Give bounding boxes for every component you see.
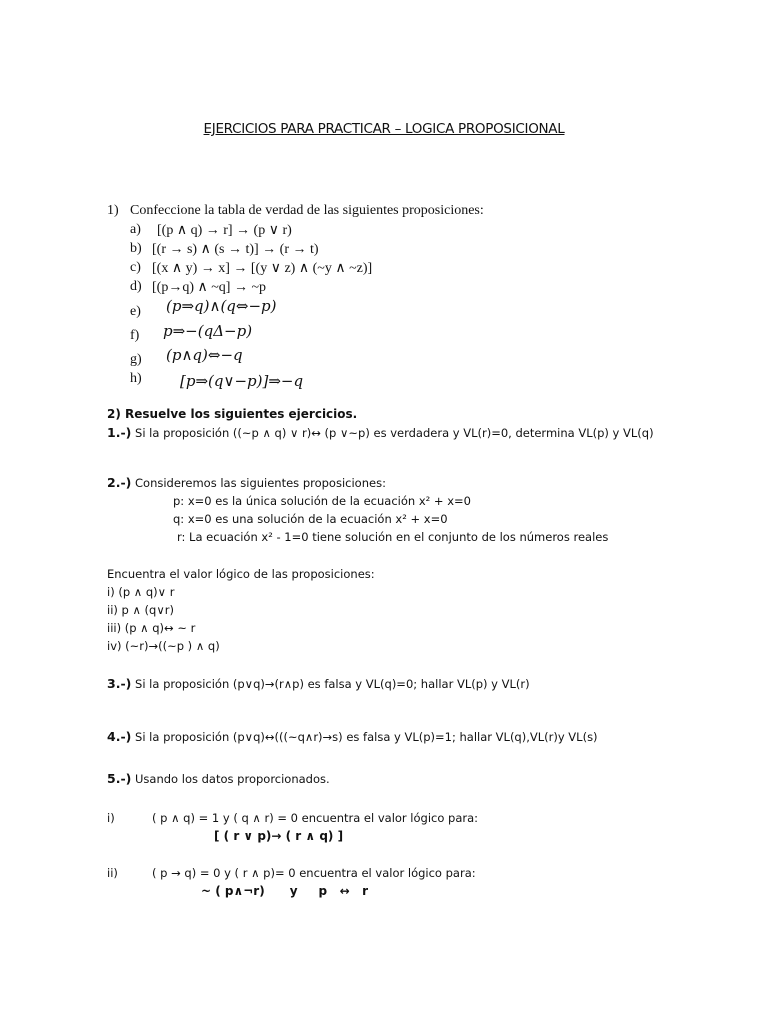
exercise-5-number: 5.-) [107, 771, 132, 786]
item-label-a: a) [130, 222, 141, 237]
subitem-i: i) (p ∧ q)∨ r [107, 585, 175, 599]
item-d-formula: [(p→q) ∧ ~q] → ~p [152, 280, 267, 295]
item-h-formula: [p⇒(q∨−p)]⇒−q [180, 372, 304, 390]
item-label-c: c) [130, 260, 141, 275]
exercise-5-ii-formula: ~ ( p∧¬r) y p ↔ r [201, 884, 369, 898]
exercise-3-number: 3.-) [107, 676, 132, 691]
item-label-g: g) [130, 352, 142, 367]
exercise-3 [107, 676, 530, 691]
proposition-q: q: x=0 es una solución de la ecuación x² + x=0 [173, 512, 448, 526]
subitem-iv: iv) (~r)→((~p ) ∧ q) [107, 639, 220, 653]
item-g-formula: (p∧q)⇔−q [166, 346, 243, 364]
subitem-iii: iii) (p ∧ q)↔ ~ r [107, 621, 196, 635]
item-label-f: f) [130, 328, 140, 343]
exercise-4-number: 4.-) [107, 729, 132, 744]
section-1-number: 1) [107, 203, 119, 218]
item-label-b: b) [130, 241, 142, 256]
item-c-formula: [(x ∧ y) → x] → [(y ∨ z) ∧ (~y ∧ ~z)] [152, 261, 373, 276]
item-label-e: e) [130, 304, 141, 319]
item-b-formula: [(r → s) ∧ (s → t)] → (r → t) [152, 242, 319, 257]
exercise-4 [107, 729, 598, 744]
exercise-5-i-text: ( p ∧ q) = 1 y ( q ∧ r) = 0 encuentra el valor lógico para: [152, 811, 479, 825]
item-label-d: d) [130, 279, 142, 294]
exercise-3-text: Si la proposición (p∨q)→(r∧p) es falsa y VL(q)=0; hallar VL(p) y VL(r) [131, 677, 530, 691]
section-1-intro: Confeccione la tabla de verdad de las siguientes proposiciones: [130, 203, 484, 218]
subitem-ii: ii) p ∧ (q∨r) [107, 603, 174, 617]
exercise-5-text: Usando los datos proporcionados. [131, 772, 330, 786]
exercise-1-number: 1.-) [107, 425, 132, 440]
page-title: EJERCICIOS PARA PRACTICAR – LOGICA PROPOSICIONAL [203, 121, 565, 137]
proposition-r: r: La ecuación x² - 1=0 tiene solución en el conjunto de los números reales [177, 530, 609, 544]
exercise-5 [107, 771, 330, 786]
section-2-heading: 2) Resuelve los siguientes ejercicios. [107, 407, 358, 421]
item-e-formula: (p⇒q)∧(q⇔−p) [166, 297, 277, 315]
exercise-5-i-formula: [ ( r ∨ p)→ ( r ∧ q) ] [214, 829, 344, 843]
item-label-h: h) [130, 371, 142, 386]
exercise-2-text: Consideremos las siguientes proposiciones: [131, 476, 386, 490]
exercise-5-ii-text: ( p → q) = 0 y ( r ∧ p)= 0 encuentra el valor lógico para: [152, 866, 476, 880]
exercise-2 [107, 475, 386, 490]
exercise-4-text: Si la proposición (p∨q)↔(((~q∧r)→s) es falsa y VL(p)=1; hallar VL(q),VL(r)y VL(s) [131, 730, 598, 744]
find-logical-value: Encuentra el valor lógico de las proposiciones: [107, 567, 375, 581]
exercise-1 [107, 425, 654, 440]
exercise-5-ii-label: ii) [107, 866, 118, 880]
exercise-5-i-label: i) [107, 811, 115, 825]
proposition-p: p: x=0 es la única solución de la ecuación x² + x=0 [173, 494, 471, 508]
item-a-formula: [(p ∧ q) → r] → (p ∨ r) [157, 223, 292, 238]
item-f-formula: p⇒−(qΔ−p) [163, 322, 253, 340]
exercise-2-number: 2.-) [107, 475, 132, 490]
exercise-1-text: Si la proposición ((~p ∧ q) ∨ r)↔ (p ∨~p) es verdadera y VL(r)=0, determina VL(p) y VL(q) [131, 426, 654, 440]
